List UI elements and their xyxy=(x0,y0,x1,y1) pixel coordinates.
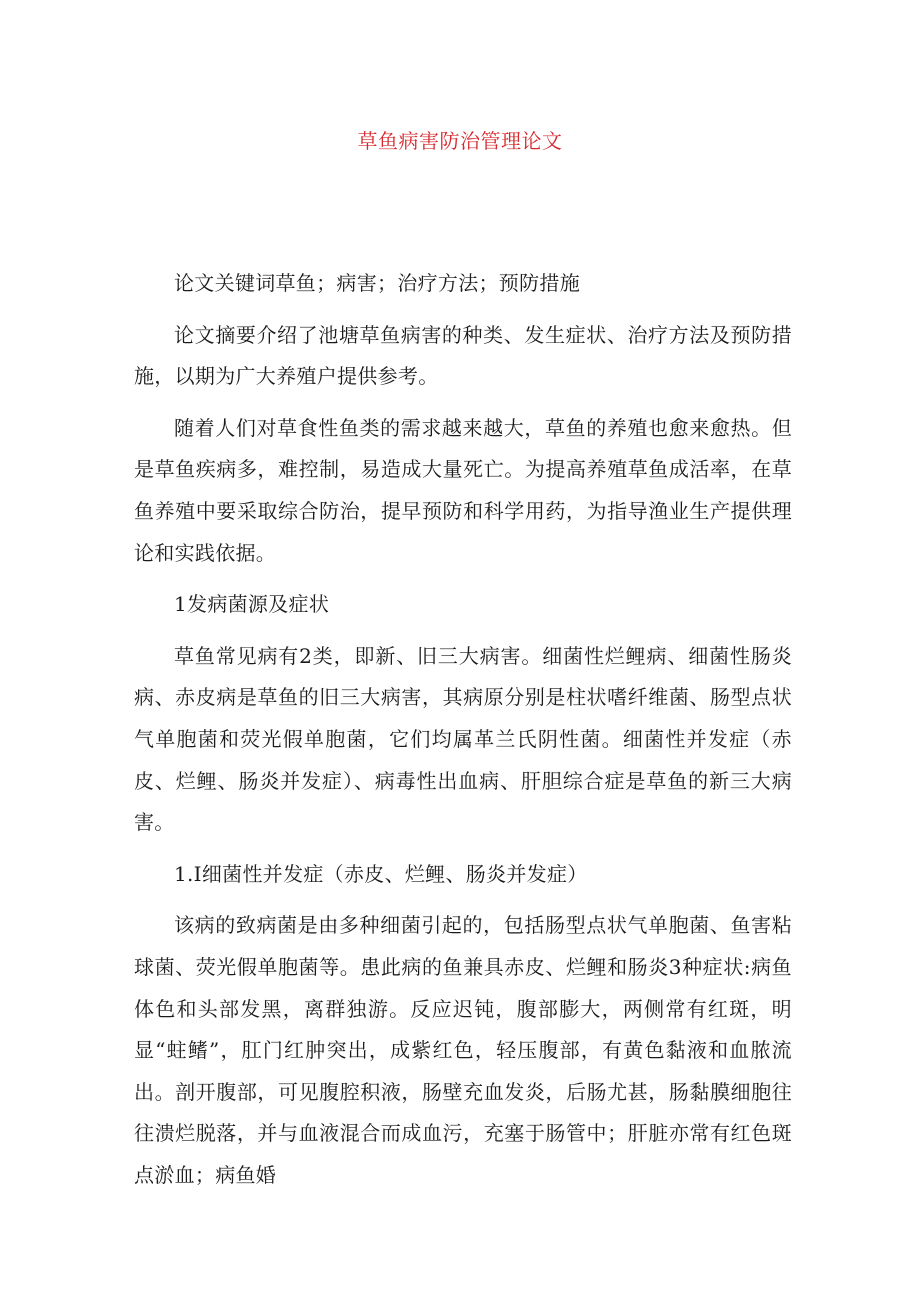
keywords-paragraph: 论文关键词草鱼；病害；治疗方法；预防措施 xyxy=(174,271,580,295)
body-paragraph: 草鱼常见病有2类，即新、旧三大病害。细菌性烂鲤病、细菌性肠炎病、赤皮病是草鱼的旧三大病害，其病原分别是柱状嗜纤维菌、肠型点状气单胞菌和荧光假单胞菌，它们均属革兰氏阴性菌。细菌性并发症（赤皮、烂鲤、肠炎并发症）、病毒性出血病、肝胆综合症是草鱼的新三大病害。 xyxy=(134,643,792,835)
document-title: 草鱼病害防治管理论文 xyxy=(357,129,563,153)
section-heading: 1发病菌源及症状 xyxy=(174,592,330,617)
abstract-paragraph: 论文摘要介绍了池塘草鱼病害的种类、发生症状、治疗方法及预防措施，以期为广大养殖户提供参考。 xyxy=(134,322,792,389)
body-paragraph: 该病的致病菌是由多种细菌引起的，包括肠型点状气单胞菌、鱼害粘球菌、荧光假单胞菌等。患此病的鱼兼具赤皮、烂鲤和肠炎3种症状:病鱼体色和头部发黑，离群独游。反应迟钝，腹部膨大，两侧常有红斑，明显“蛀鳍”，肛门红肿突出，成紫红色，轻压腹部，有黄色黏液和血脓流出。剖开腹部，可见腹腔积液，肠壁充血发炎，后肠尤甚，肠黏膜细胞往往溃烂脱落，并与血液混合而成血污，充塞于肠管中；肝脏亦常有红色斑点淤血；病鱼婚 xyxy=(134,913,792,1187)
document-body xyxy=(134,263,792,1206)
subsection-heading: 1.I细菌性并发症（赤皮、烂鲤、肠炎并发症） xyxy=(174,861,588,886)
intro-paragraph: 随着人们对草食性鱼类的需求越来越大，草鱼的养殖也愈来愈热。但是草鱼疾病多，难控制，易造成大量死亡。为提高养殖草鱼成活率，在草鱼养殖中要采取综合防治，提早预防和科学用药，为指导渔业生产提供理论和实践依据。 xyxy=(134,415,792,565)
